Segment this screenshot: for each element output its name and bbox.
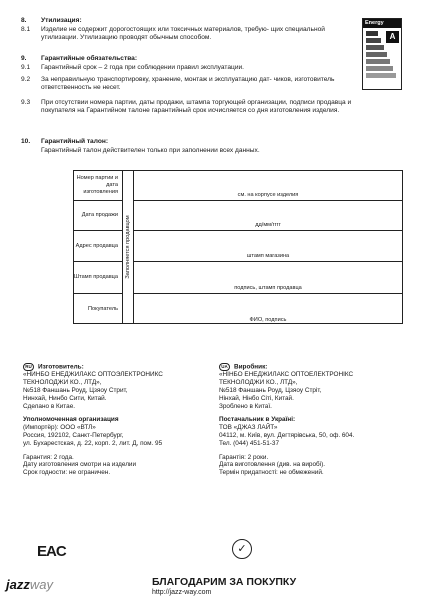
section-8-heading: 8. Утилизация: [21, 17, 82, 24]
section-9-2: 9.2 За неправильную транспортировку, хранение, монтаж и эксплуатацию дат- чиков, изготовитель ответственность не несет. [21, 76, 335, 92]
ru-badge-icon: RU [23, 363, 34, 371]
field-buyer[interactable]: ФИО, подпись [249, 317, 287, 323]
label-seller-stamp: Штамп продавца [74, 262, 122, 294]
manufacturer-ru: RU Изготовитель: «НИНБО ЕНЕДЖИЛАКС ОПТОЭЛЕКТРОНИКС ТЕКНОЛОДЖИ КО., ЛТД», №518 Фаншань Роуд, Цзяоу Стрит, Нинхай, Нинбо Сити, Китай. Сделано в Китае. Уполномоченная организация (Импортёр): ООО «ВТЛ» Россия, 192102, Санкт-Петербург, ул. Бухарестская, д. 22, корп. 2, лит. Д, пом. 95 Гарантия: 2 года. Дату изготовления смотри на изделии Срок годности: не ограничен. [23, 363, 163, 477]
website-link[interactable]: http://jazz-way.com [152, 589, 212, 596]
seller-fill-column: Заполняется продавцом [122, 171, 134, 323]
ukr-conformity-icon: ✓ [232, 539, 252, 559]
label-buyer: Покупатель [87, 306, 118, 312]
label-batch: Номер партии и дата изготовления [74, 171, 122, 201]
label-sale-date: Дата продажи [74, 201, 122, 231]
field-seller-address[interactable]: штамп магазина [134, 231, 402, 262]
section-8-1: 8.1 Изделие не содержит дорогостоящих или токсичных материалов, требую- щих специальной утилизации. Утилизацию проводят обычным способом. [21, 26, 325, 42]
manufacturer-ua: UA Виробник: «НІНБО ЕНЕДЖИЛАКС ОПТОЕЛЕКТРОНІКС ТЕКНОЛОДЖИ КО., ЛТД», №518 Фаншань Роуд, Цзяоу Стріт, Нінхай, Нінбо Сіті, Китай. Зроблено в Китаї. Постачальник в Україні: ТОВ «ДЖАЗ ЛАЙТ» 04112, м. Київ, вул. Дегтярівська, 50, оф. 604. Тел. (044) 451-51-37 Гарантія: 2 роки. Дата виготовлення (див. на виробі). Термін придатності: не обмежений. [219, 363, 355, 477]
field-seller-stamp[interactable]: подпись, штамп продавца [134, 262, 402, 294]
section-10-text: Гарантийный талон действителен только при заполнении всех данных. [41, 147, 260, 154]
jazzway-logo: jazzway [6, 577, 53, 592]
eac-mark-icon: EAC [37, 543, 66, 560]
thanks-title: БЛАГОДАРИМ ЗА ПОКУПКУ [152, 576, 297, 588]
field-sale-date[interactable]: дд/мм/гггг [134, 201, 402, 231]
label-seller-address: Адрес продавца [74, 231, 122, 262]
energy-label: Energy A [362, 18, 402, 90]
field-batch[interactable]: см. на корпусе изделия [134, 171, 402, 201]
section-9-1: 9.1 Гарантийный срок – 2 года при соблюдении правил эксплуатации. [21, 64, 245, 71]
section-10-heading: 10. Гарантийный талон: [21, 138, 109, 145]
warranty-card-table [73, 170, 403, 324]
energy-class-badge: A [386, 31, 399, 43]
section-9-heading: 9. Гарантийные обязательства: [21, 55, 138, 62]
section-9-3: 9.3 При отсутствии номера партии, даты продажи, штампа торгующей организации, подписи продавца и покупателя на Гарантийном талоне гарантийный срок исчисляется со дня изготовления изделия. [21, 99, 352, 115]
ua-badge-icon: UA [219, 363, 230, 371]
